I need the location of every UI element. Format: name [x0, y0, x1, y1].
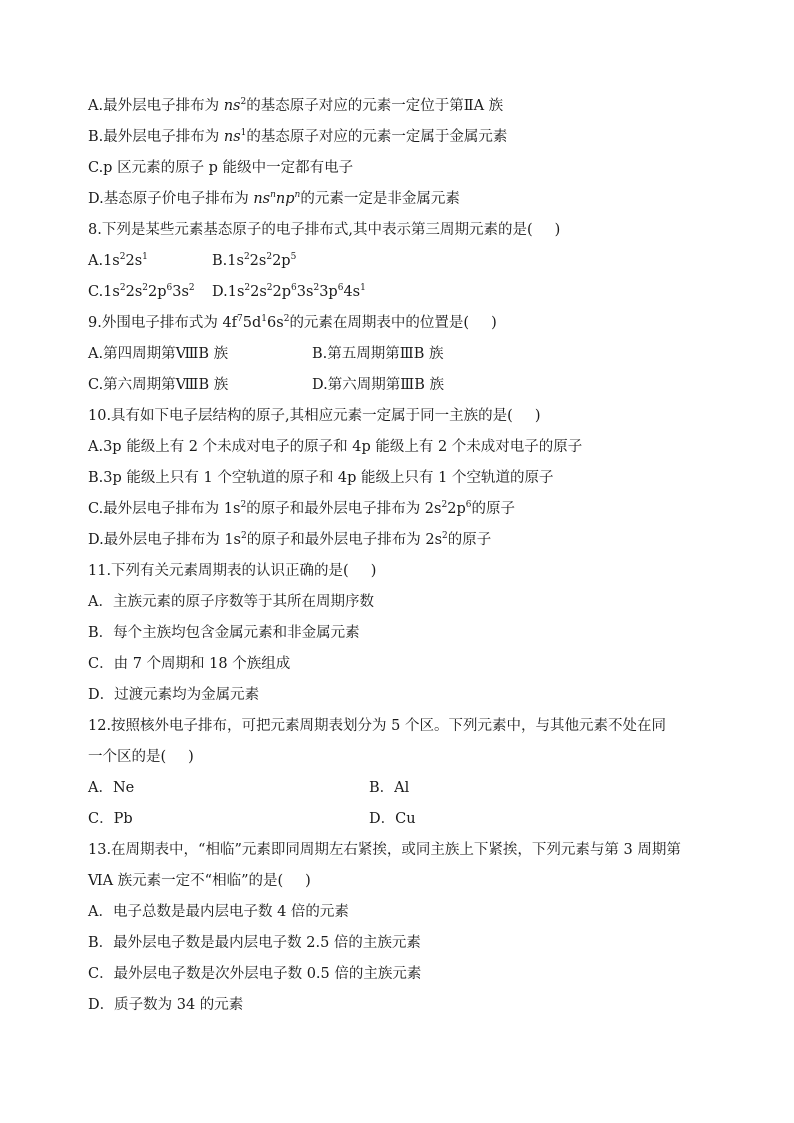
- q9-option-c: C.第六周期第ⅧB 族: [88, 377, 229, 393]
- q12-stem-line-1: 12.按照核外电子排布，可把元素周期表划分为 5 个区。下列元素中，与其他元素不处在同: [88, 718, 666, 734]
- q7-option-c: C.p 区元素的原子 p 能级中一定都有电子: [88, 160, 354, 176]
- q9-options-row-2: [88, 370, 728, 401]
- q9-option-b: B.第五周期第ⅢB 族: [312, 346, 444, 362]
- q13-option-c: C．最外层电子数是次外层电子数 0.5 倍的主族元素: [88, 966, 422, 982]
- q8-option-a: $A.1s^22s^1$: [88, 252, 148, 269]
- q9-options-row-1: [88, 339, 728, 370]
- q13-stem-line-1: 13.在周期表中，“相临”元素即同周期左右紧挨，或同主族上下紧挨，下列元素与第 3 周期第: [88, 842, 681, 858]
- q7-option-a: A.最外层电子排布为 $ns^2$的基态原子对应的元素一定位于第ⅡA 族: [88, 97, 504, 114]
- q11-option-d: D．过渡元素均为金属元素: [88, 687, 260, 703]
- q10-stem: 10.具有如下电子层结构的原子,其相应元素一定属于同一主族的是( ): [88, 408, 541, 424]
- q11-option-b: B．每个主族均包含金属元素和非金属元素: [88, 625, 360, 641]
- q8-option-c: $C.1s^22s^22p^63s^2$: [88, 283, 195, 300]
- q7-option-b: B.最外层电子排布为 $ns^1$的基态原子对应的元素一定属于金属元素: [88, 128, 508, 145]
- q10-option-b: B.3p 能级上只有 1 个空轨道的原子和 4p 能级上只有 1 个空轨道的原子: [88, 470, 554, 486]
- q11-option-c: C．由 7 个周期和 18 个族组成: [88, 656, 291, 672]
- q8-options-row-1: [88, 246, 728, 277]
- q9-option-a: A.第四周期第ⅧB 族: [88, 346, 229, 362]
- q8-options-row-2: [88, 277, 728, 308]
- q7-option-d: D.基态原子价电子排布为 $ns^nnp^n$的元素一定是非金属元素: [88, 190, 460, 207]
- q10-option-d: D.最外层电子排布为 $1s^2$的原子和最外层电子排布为 $2s^2$的原子: [88, 531, 492, 548]
- q10-option-c: C.最外层电子排布为 $1s^2$的原子和最外层电子排布为 $2s^22p^6$的原子: [88, 500, 515, 517]
- q10-option-a: A.3p 能级上有 2 个未成对电子的原子和 4p 能级上有 2 个未成对电子的原子: [88, 439, 583, 455]
- q13-option-b: B．最外层电子数是最内层电子数 2.5 倍的主族元素: [88, 935, 421, 951]
- q12-options-row-2: [88, 804, 728, 835]
- q8-option-b: $B.1s^22s^22p^5$: [212, 252, 297, 269]
- q12-option-a: A．Ne: [88, 780, 135, 796]
- q11-option-a: A．主族元素的原子序数等于其所在周期序数: [88, 594, 374, 610]
- q9-stem: 9.外围电子排布式为 $4f^75d^16s^2$的元素在周期表中的位置是( ): [88, 314, 497, 331]
- question-content: [88, 91, 728, 1021]
- q8-option-d: $D.1s^22s^22p^63s^23p^64s^1$: [212, 283, 366, 300]
- q12-options-row-1: [88, 773, 728, 804]
- q13-stem-line-2: ⅥA 族元素一定不“相临”的是( ): [88, 873, 311, 889]
- q11-stem: 11.下列有关元素周期表的认识正确的是( ): [88, 563, 377, 579]
- q9-option-d: D.第六周期第ⅢB 族: [312, 377, 444, 393]
- q12-option-b: B．Al: [369, 780, 410, 796]
- q12-option-d: D．Cu: [369, 811, 416, 827]
- q13-option-d: D．质子数为 34 的元素: [88, 997, 244, 1013]
- q13-option-a: A．电子总数是最内层电子数 4 倍的元素: [88, 904, 349, 920]
- q12-option-c: C．Pb: [88, 811, 133, 827]
- q12-stem-line-2: 一个区的是( ): [88, 749, 194, 765]
- q8-stem: 8.下列是某些元素基态原子的电子排布式,其中表示第三周期元素的是( ): [88, 222, 561, 238]
